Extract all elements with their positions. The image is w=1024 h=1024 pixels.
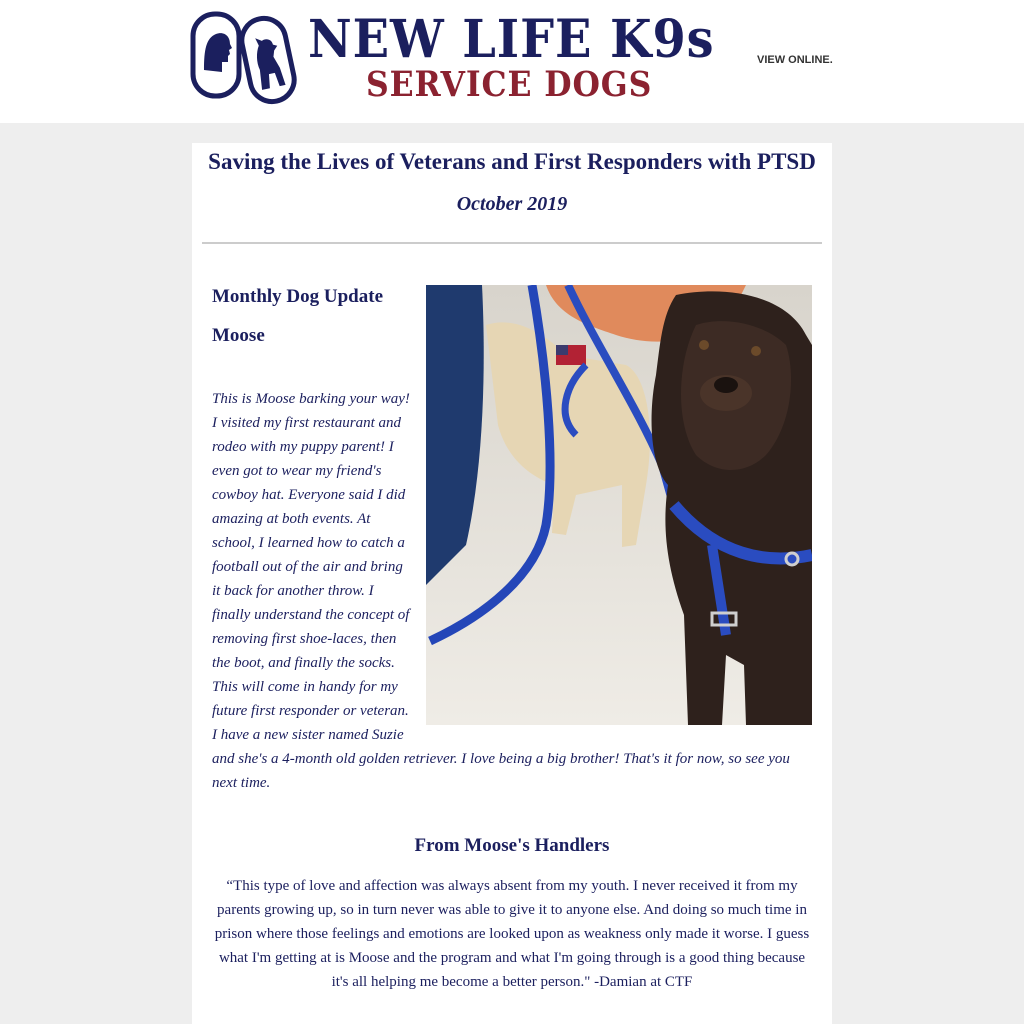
dog-name-title: Moose — [212, 325, 265, 346]
moose-dog-photo — [426, 285, 812, 725]
dog-update-article — [212, 285, 812, 795]
newsletter-date: October 2019 — [456, 193, 568, 215]
newsletter-headline: Saving the Lives of Veterans and First Responders with PTSD — [208, 149, 816, 174]
veteran-and-dog-icon — [190, 10, 298, 106]
moose-photo-illustration — [426, 285, 812, 725]
logo-title-text: NEW LIFE K9s — [308, 9, 715, 70]
new-life-k9s-logo[interactable] — [190, 9, 715, 110]
handler-quote-text: “This type of love and affection was always absent from my youth. I never received it from my parents growing up, so in turn never was able to give it to anyone else. And doing so much time in prison where those feelings and emotions are looked upon as weakness only made it worse. I guess what I'm getting at is Moose and the program and what I'm going through is a good thing because it's all helping me become a better person." -Damian at CTF — [214, 878, 810, 990]
section-divider — [202, 242, 822, 244]
logo-subtitle-text: SERVICE DOGS — [366, 64, 653, 105]
dog-story-text: This is Moose barking your way! I visited my first restaurant and rodeo with my puppy parent! I even got to wear my friend's cowboy hat. Everyone said I did amazing at both events. At school, I learned how to catch a football out of the air and bring it back for another throw. I finally understand the concept of removing first shoe-laces, then the boot, and finally the socks. This will come in handy for my future first responder or veteran. I have a new sister named Suzie and she's a 4-month old golden retriever. I love being a big brother! That's it for now, so see you next time. — [212, 391, 790, 791]
monthly-dog-update-title: Monthly Dog Update — [212, 286, 384, 307]
view-online-link[interactable]: VIEW ONLINE. — [757, 54, 833, 66]
newsletter-body — [192, 143, 832, 1024]
email-header — [0, 0, 1024, 123]
handlers-section-title: From Moose's Handlers — [414, 835, 610, 856]
